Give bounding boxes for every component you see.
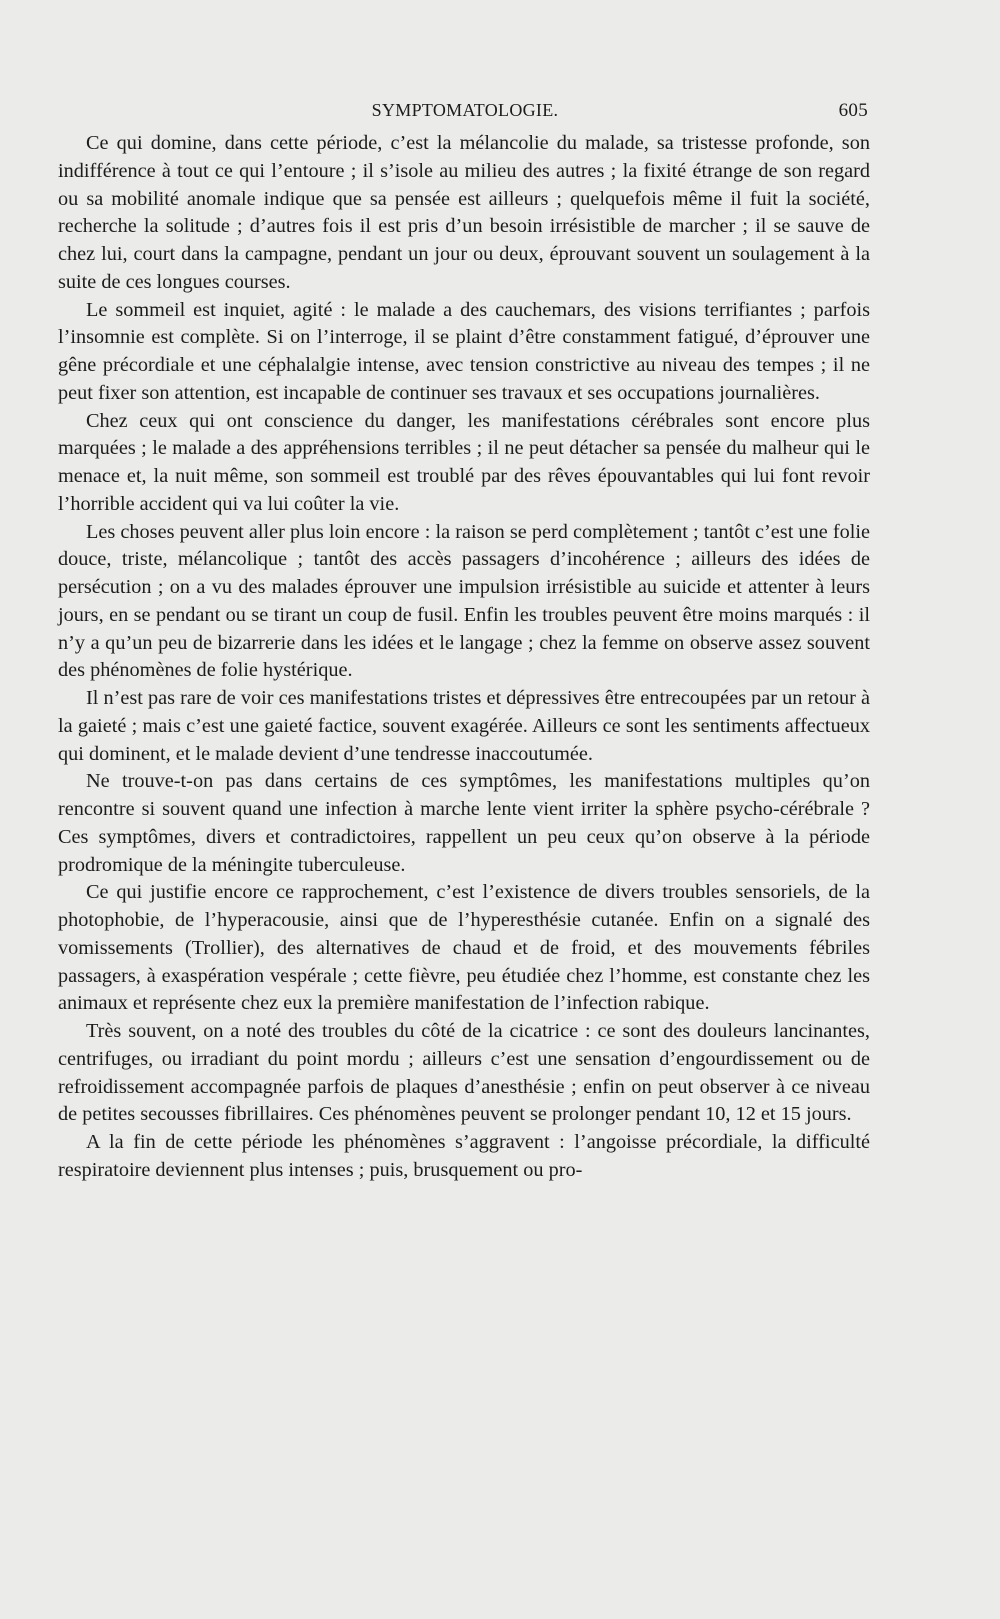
paragraph-8: Très souvent, on a noté des troubles du côté de la cicatrice : ce sont des douleurs lancinantes, centrifuges, ou irradiant du point mordu ; ailleurs c’est une sensation d’engourdissement ou de refroidissement accompagnée parfois de plaques d’anesthésie ; enfin on peut observer à ce niveau de petites secousses fibrillaires. Ces phénomènes peuvent se prolonger pendant 10, 12 et 15 jours. bbox=[58, 1020, 870, 1126]
paragraph-1: Ce qui domine, dans cette période, c’est la mélancolie du malade, sa tristesse profonde, son indifférence à tout ce qui l’entoure ; il s’isole au milieu des autres ; la fixité étrange de son regard ou sa mobilité anomale indique que sa pensée est ailleurs ; quelquefois même il fuit la société, recherche la solitude ; d’autres fois il est pris d’un besoin irrésistible de marcher ; il se sauve de chez lui, court dans la campagne, pendant un jour ou deux, éprouvant souvent un soulagement à la suite de ces longues courses. bbox=[58, 132, 870, 293]
paragraph-9: A la fin de cette période les phénomènes s’aggravent : l’angoisse précordiale, la difficulté respiratoire deviennent plus intenses ; puis, brusquement ou pro- bbox=[58, 1131, 870, 1181]
paragraph-3: Chez ceux qui ont conscience du danger, les manifestations cérébrales sont encore plus marquées ; le malade a des appréhensions terribles ; il ne peut détacher sa pensée du malheur qui le menace et, la nuit même, son sommeil est troublé par des rêves épouvantables qui lui font revoir l’horrible accident qui va lui coûter la vie. bbox=[58, 409, 870, 515]
paragraph-7: Ce qui justifie encore ce rapprochement, c’est l’existence de divers troubles sensoriels, de la photophobie, de l’hyperacousie, ainsi que de l’hyperesthésie cutanée. Enfin on a signalé des vomissements (Trollier), des alternatives de chaud et de froid, et des mouvements fébriles passagers, à exaspération vespérale ; cette fièvre, peu étudiée chez l’homme, est constante chez les animaux et représente chez eux la première manifestation de l’infection rabique. bbox=[58, 881, 870, 1015]
paragraph-6: Ne trouve-t-on pas dans certains de ces symptômes, les manifestations multiples qu’on rencontre si souvent quand une infection à marche lente vient irriter la sphère psycho-cérébrale ? Ces symptômes, divers et contradictoires, rappellent un peu ceux qu’on observe à la période prodromique de la méningite tuberculeuse. bbox=[58, 770, 870, 876]
body-text bbox=[58, 130, 870, 1185]
running-head bbox=[62, 100, 868, 126]
paragraph-2: Le sommeil est inquiet, agité : le malade a des cauchemars, des visions terrifiantes ; parfois l’insomnie est complète. Si on l’interroge, il se plaint d’être constamment fatigué, d’éprouver une gêne précordiale et une céphalalgie intense, avec tension constrictive au niveau des tempes ; il ne peut fixer son attention, est incapable de continuer ses travaux et ses occupations journalières. bbox=[58, 298, 870, 404]
paragraph-4: Les choses peuvent aller plus loin encore : la raison se perd complètement ; tantôt c’est une folie douce, triste, mélancolique ; tantôt des accès passagers d’incohérence ; ailleurs des idées de persécution ; on a vu des malades éprouver une impulsion irrésistible au suicide et attenter à leurs jours, en se pendant ou se tirant un coup de fusil. Enfin les troubles peuvent être moins marqués : il n’y a qu’un peu de bizarrerie dans les idées et le langage ; chez la femme on observe assez souvent des phénomènes de folie hystérique. bbox=[58, 520, 870, 682]
running-title: SYMPTOMATOLOGIE. bbox=[371, 100, 559, 120]
page-number: 605 bbox=[838, 100, 868, 121]
paragraph-5: Il n’est pas rare de voir ces manifestations tristes et dépressives être entrecoupées par un retour à la gaieté ; mais c’est une gaieté factice, souvent exagérée. Ailleurs ce sont les sentiments affectueux qui dominent, et le malade devient d’une tendresse inaccoutumée. bbox=[58, 687, 870, 765]
